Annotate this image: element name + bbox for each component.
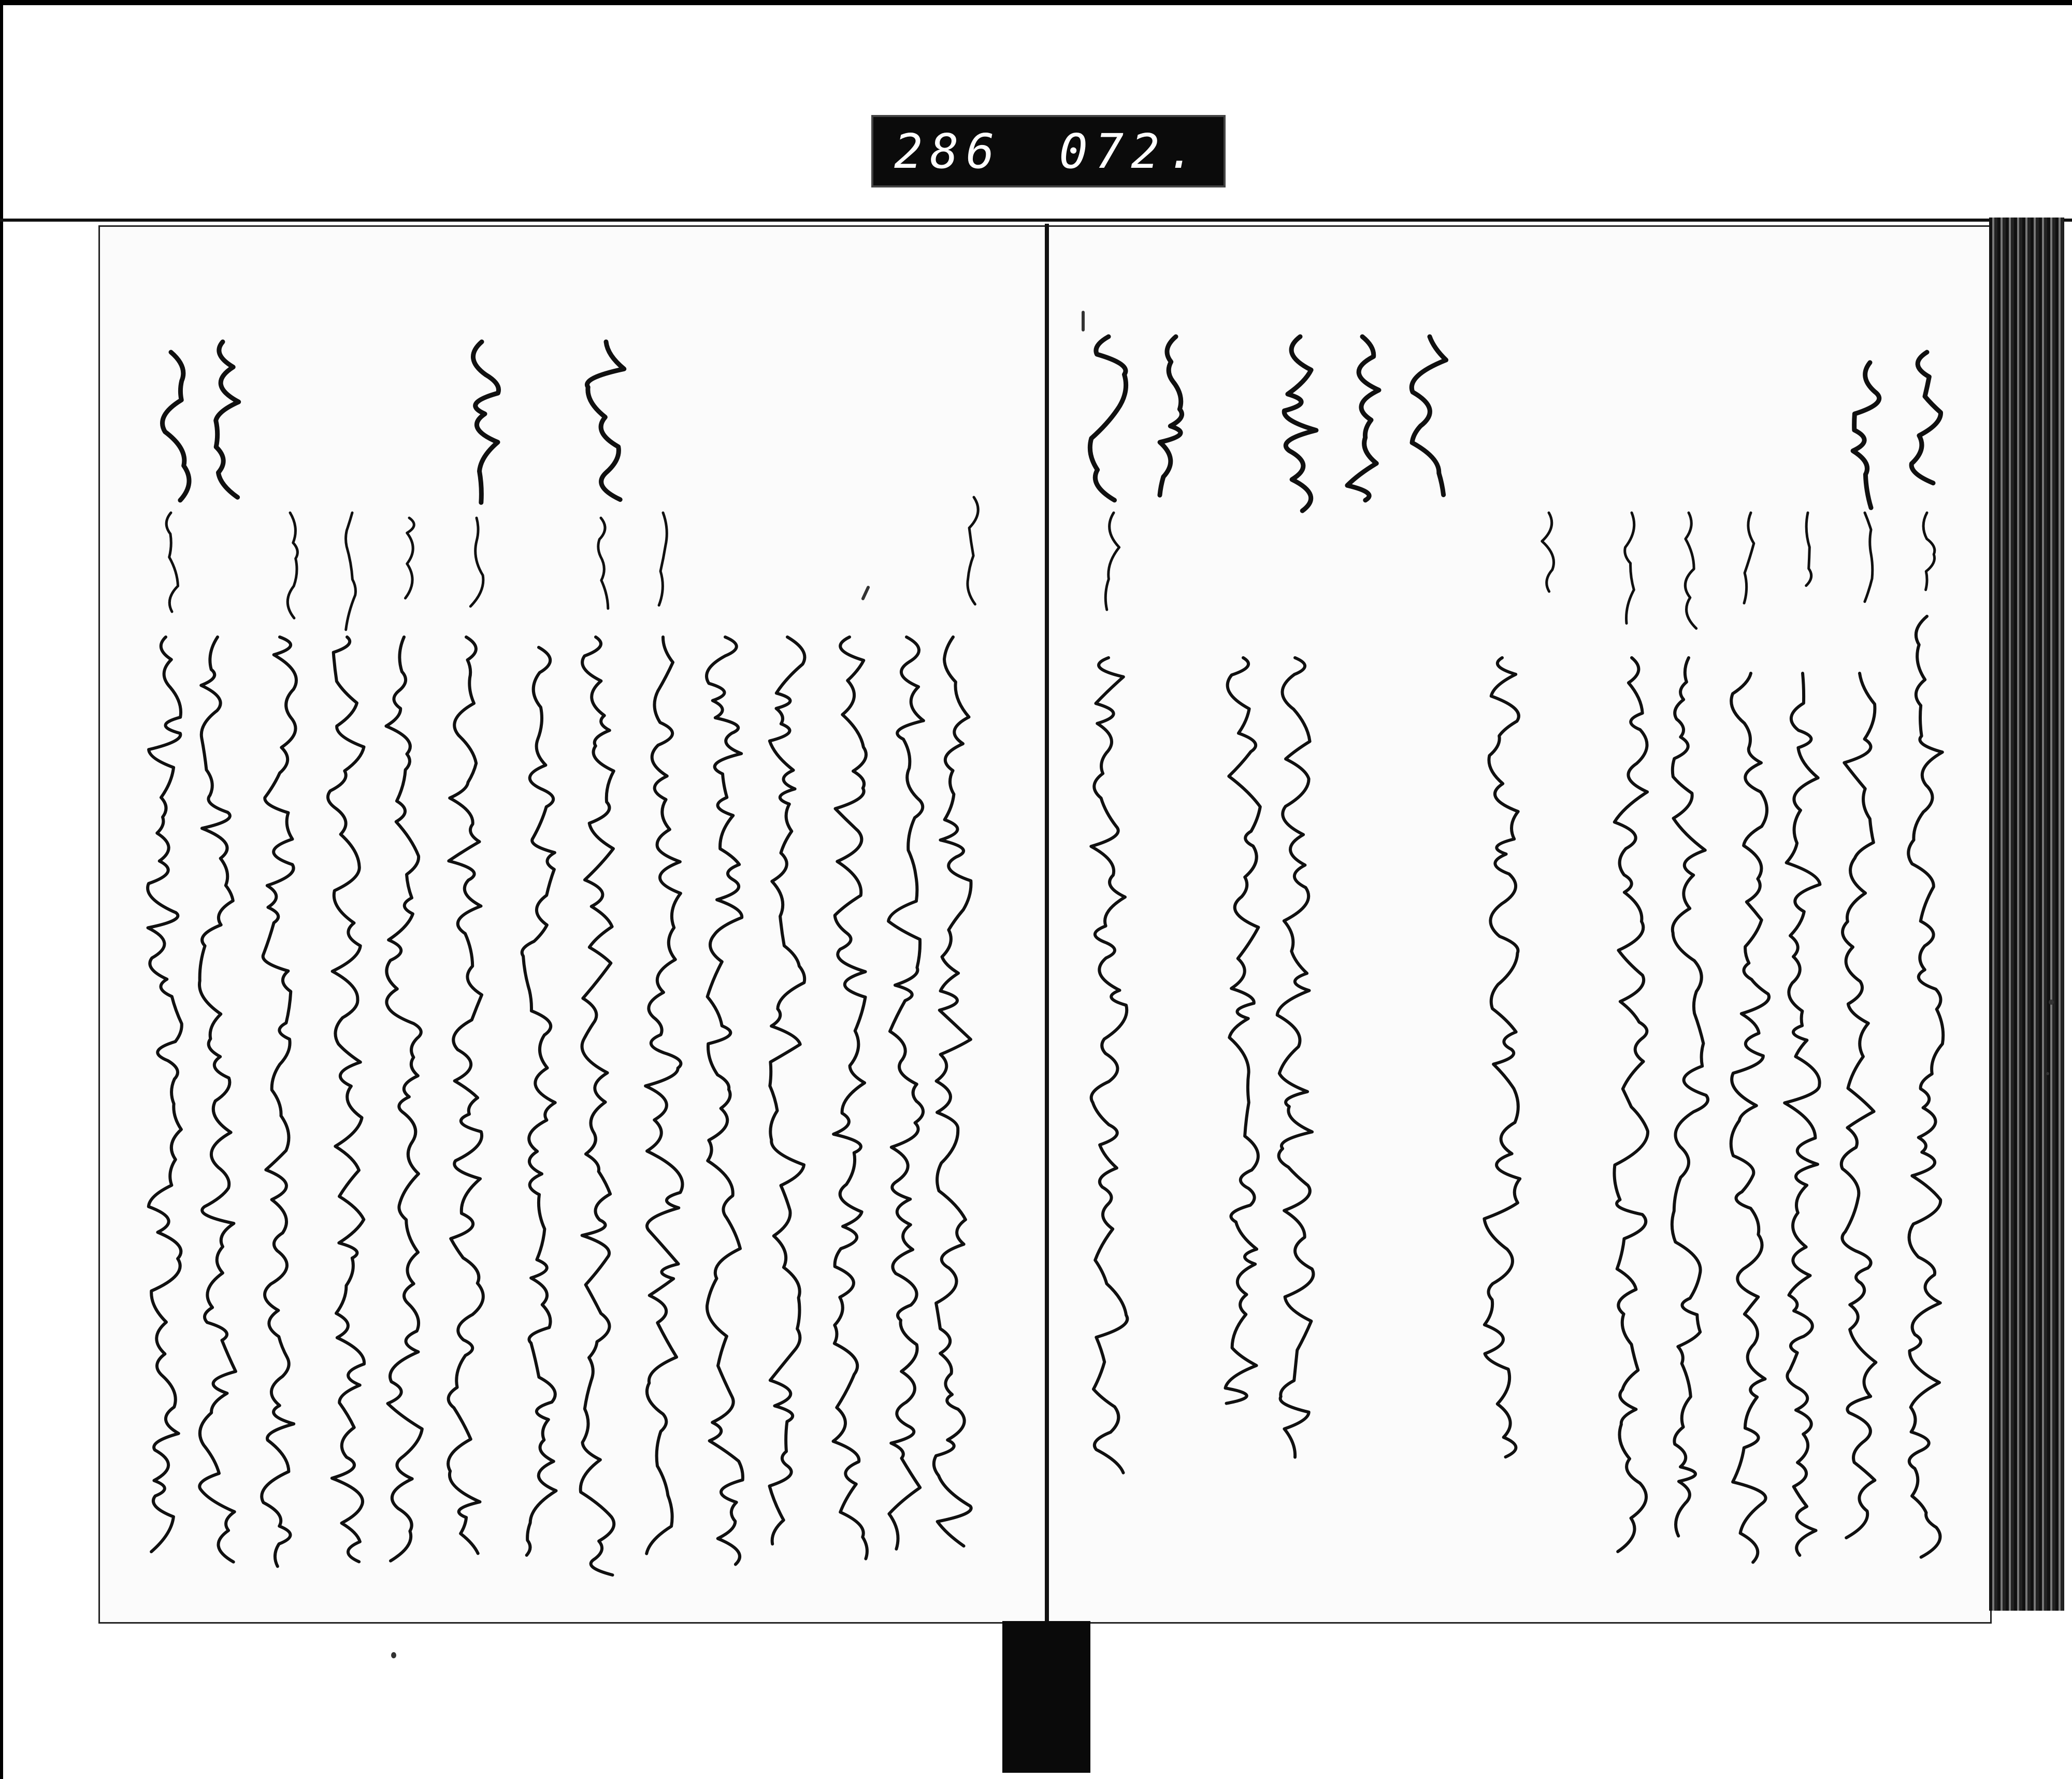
handwritten-column [1614, 658, 1648, 1552]
handwritten-column [1284, 337, 1316, 511]
handwritten-column [262, 637, 296, 1566]
handwritten-column [707, 637, 743, 1565]
handwritten-column [1105, 513, 1119, 610]
handwritten-column [1672, 658, 1708, 1536]
ink-speck [391, 1652, 396, 1658]
ink-speck [2049, 1000, 2054, 1005]
handwritten-column [1785, 673, 1820, 1555]
handwritten-column [1625, 513, 1634, 624]
handwritten-column [1091, 658, 1127, 1473]
handwritten-column [888, 637, 924, 1549]
handwritten-column [581, 637, 614, 1575]
handwritten-column [1744, 513, 1754, 603]
handwritten-column [770, 637, 805, 1544]
frame-counter-right: 072. [1059, 123, 1203, 179]
handwritten-column [1090, 337, 1126, 500]
handwritten-column [470, 518, 483, 606]
handwritten-column [1412, 337, 1446, 495]
handwritten-column [199, 637, 236, 1562]
handwritten-column [386, 637, 422, 1561]
handwritten-column [346, 513, 356, 630]
handwritten-column [1347, 337, 1379, 500]
handwritten-column [1484, 658, 1520, 1457]
handwritten-column [287, 513, 297, 618]
handwritten-column [1277, 658, 1314, 1457]
handwritten-column [598, 518, 608, 609]
ink-strokes [148, 337, 1943, 1575]
handwritten-column [1841, 673, 1876, 1538]
handwritten-column [1911, 352, 1940, 483]
handwritten-column [473, 342, 498, 502]
handwritten-column [1160, 337, 1182, 495]
handwritten-column [216, 342, 239, 497]
handwritten-column [448, 637, 483, 1553]
handwritten-column [1731, 673, 1769, 1563]
handwritten-column [833, 637, 867, 1559]
handwritten-column [163, 352, 189, 500]
handwritten-column [1806, 513, 1811, 586]
handwritten-column [522, 647, 556, 1555]
handwritten-column [1542, 513, 1554, 591]
handwritten-column [1226, 658, 1260, 1404]
handwritten-column [968, 497, 978, 604]
ink-mark [1082, 311, 1085, 331]
handwritten-column [166, 513, 178, 612]
frame-counter-left: 286 [894, 123, 1002, 179]
handwritten-column [1853, 363, 1879, 508]
ink-speck [2046, 1072, 2049, 1075]
handwritten-column [328, 637, 364, 1562]
handwritten-column [645, 637, 682, 1554]
handwritten-column [587, 342, 624, 500]
handwritten-column [1685, 513, 1696, 628]
handwritten-column [406, 518, 414, 598]
handwritten-column [1923, 513, 1935, 590]
handwritten-column [1865, 513, 1873, 602]
handwritten-column [934, 637, 971, 1546]
handwritten-column [148, 637, 182, 1552]
handwritten-column [659, 513, 667, 605]
handwritten-column [1908, 616, 1943, 1557]
